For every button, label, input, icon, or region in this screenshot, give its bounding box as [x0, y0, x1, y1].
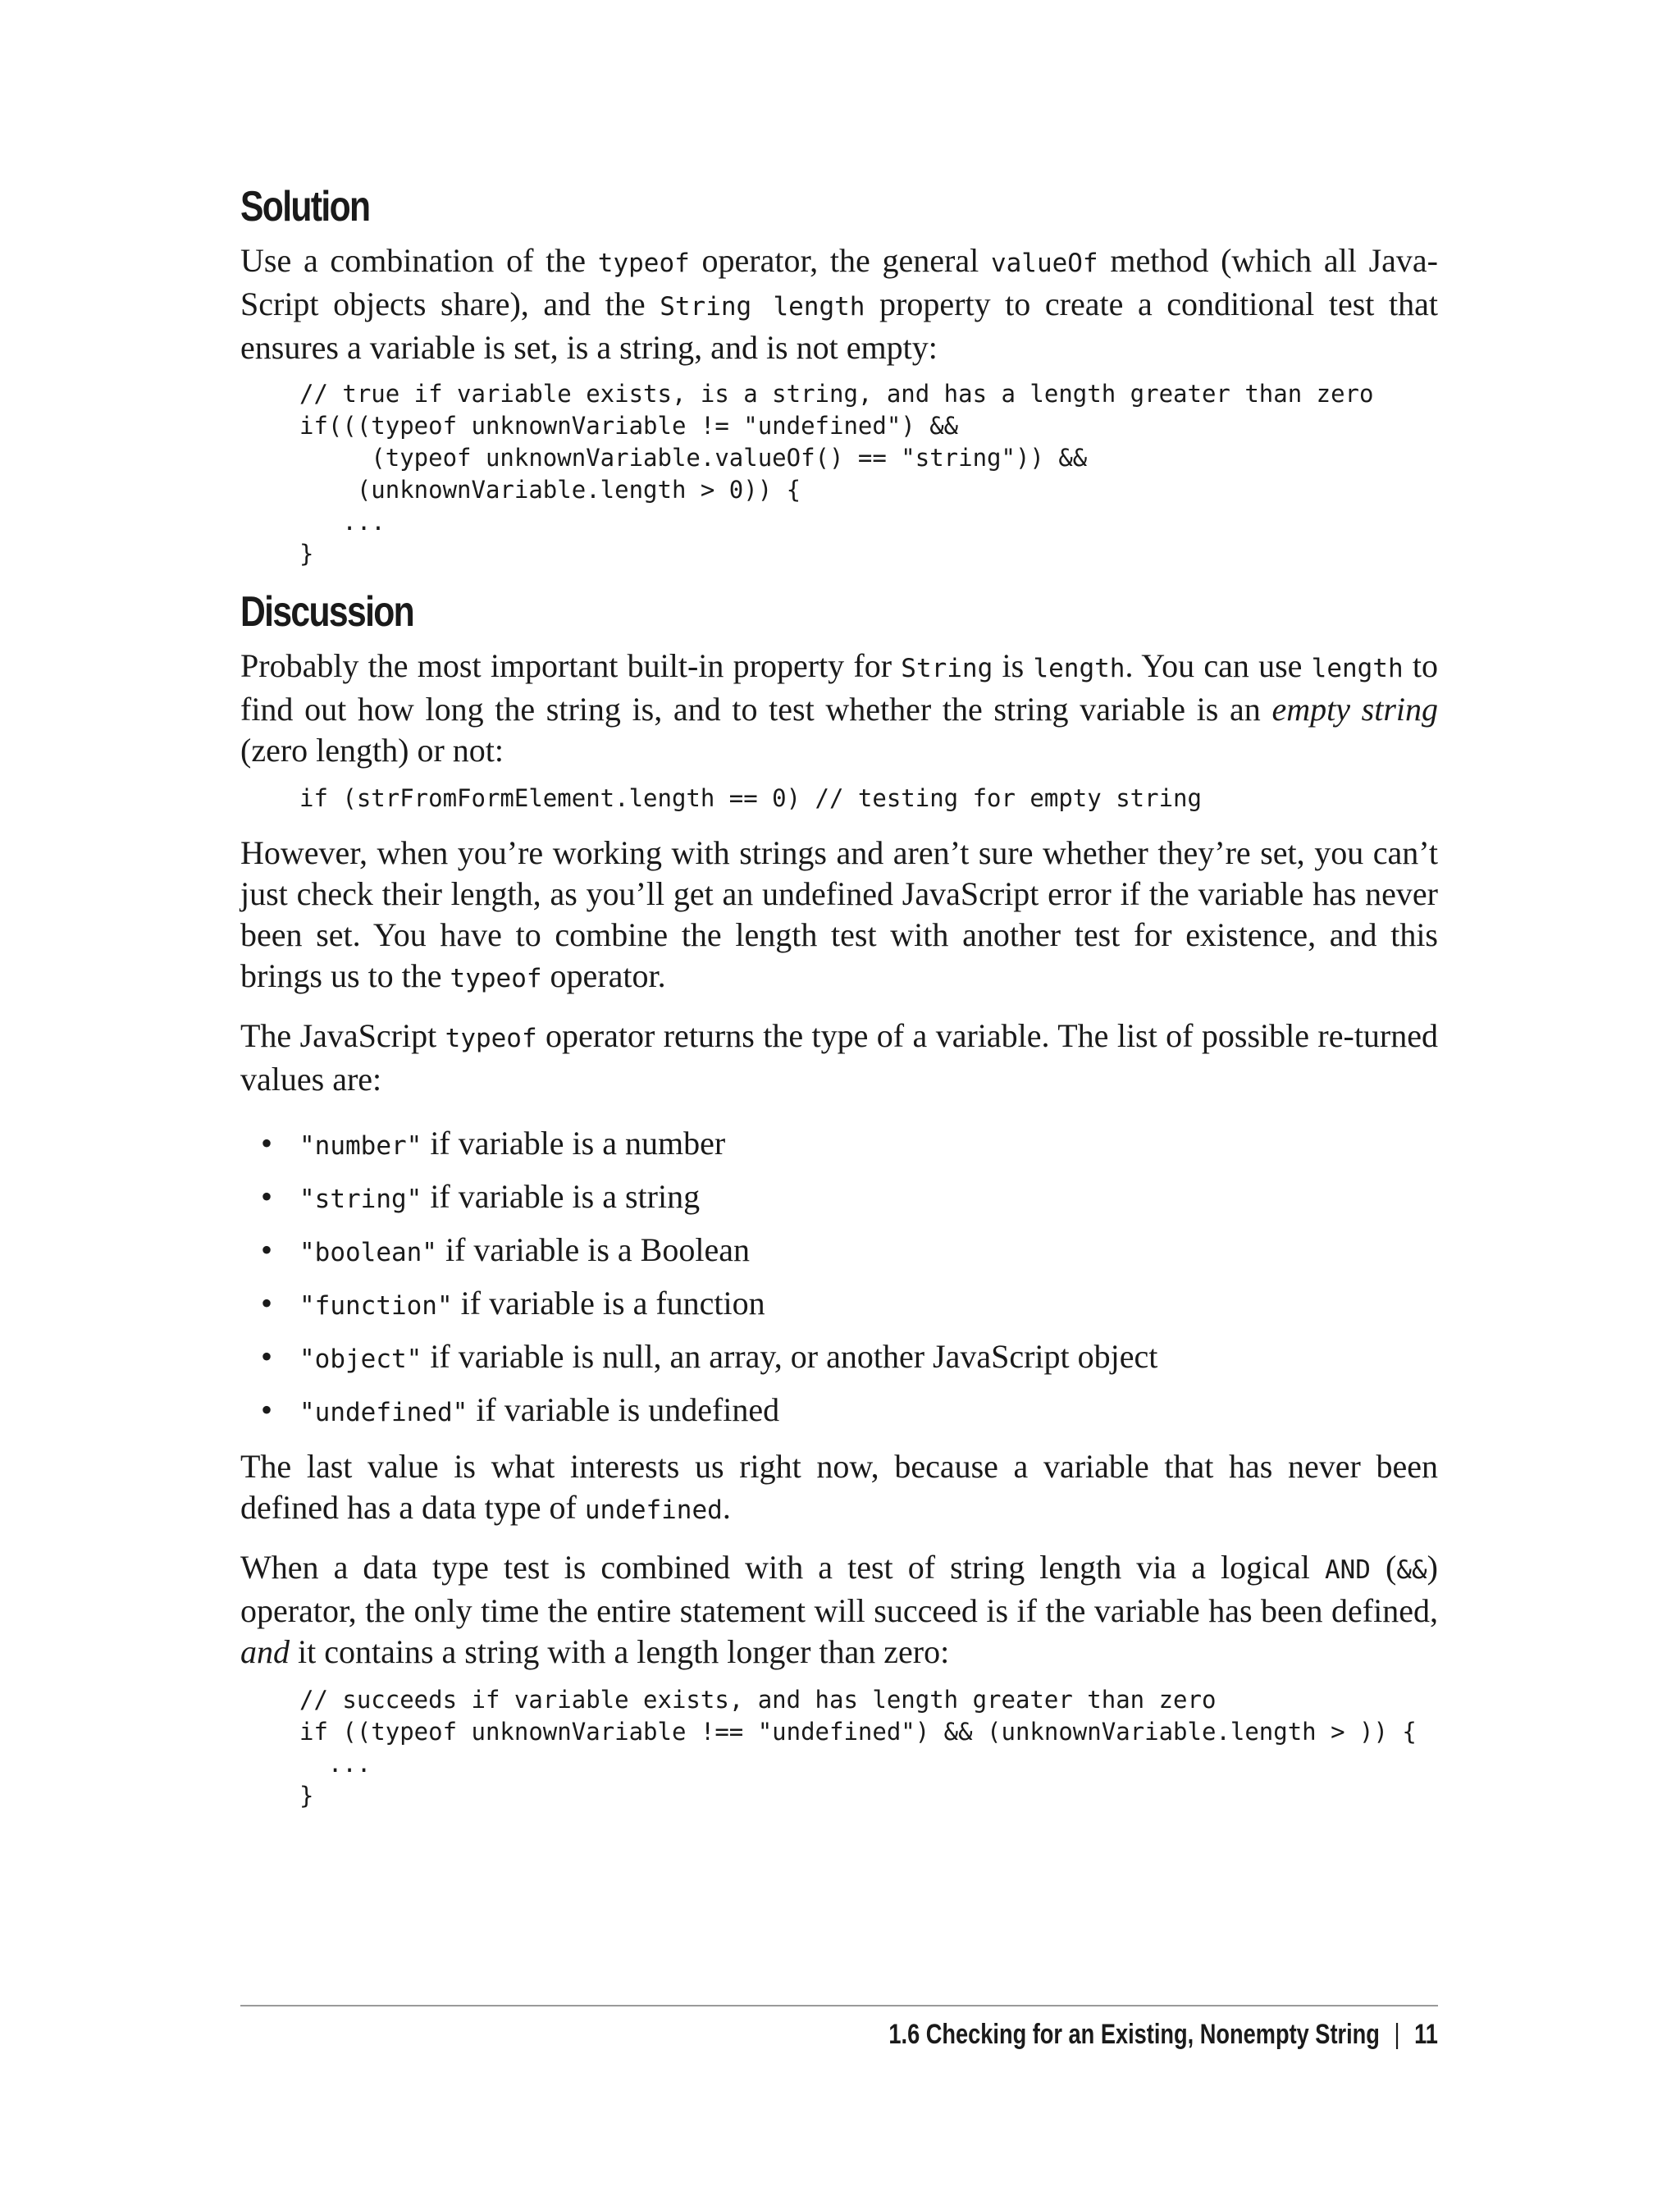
- page-number: 11: [1414, 2019, 1438, 2050]
- footer-separator: |: [1394, 2019, 1400, 2050]
- inline-code: valueOf: [990, 249, 1098, 278]
- code-block-solution: // true if variable exists, is a string, and has a length greater than zero if(((typeof unknownVariable != "undefined") && (typeof unknownVariable.valueOf() == "string")) && (unknownVariable.length > 0)) { ... }: [299, 380, 1374, 568]
- bullet-icon: •: [261, 1125, 273, 1162]
- text-run: if variable is a function: [452, 1285, 765, 1322]
- inline-code: String length: [660, 292, 865, 322]
- list-item: [240, 1278, 1438, 1331]
- bullet-icon: •: [261, 1391, 273, 1428]
- page-content: [240, 176, 1438, 1812]
- text-run: . You can use: [1125, 647, 1312, 684]
- discussion-paragraph-1: [240, 646, 1438, 771]
- text-run: The JavaScript: [240, 1017, 445, 1054]
- list-item: [240, 1385, 1438, 1438]
- page-footer: [888, 2018, 1438, 2051]
- discussion-paragraph-4: [240, 1446, 1438, 1531]
- bullet-icon: •: [261, 1338, 273, 1375]
- text-run: if variable is null, an array, or another JavaScript object: [422, 1338, 1158, 1375]
- inline-code: length: [1033, 654, 1125, 683]
- code-block-empty-test: if (strFromFormElement.length == 0) // testing for empty string: [299, 784, 1202, 812]
- code-block-combined-test: // succeeds if variable exists, and has length greater than zero if ((typeof unknownVariable !== "undefined") && (unknownVariable.length > )) { ... }: [299, 1686, 1417, 1810]
- list-item: [240, 1118, 1438, 1171]
- text-run: operator.: [541, 957, 666, 994]
- inline-code: length: [1311, 654, 1404, 683]
- inline-code: typeof: [445, 1024, 537, 1053]
- inline-code: typeof: [450, 964, 542, 993]
- text-run: ) operator, the only time the entire statement will succeed is if the variable has been defined,: [240, 1549, 1438, 1629]
- text-run: (zero length) or not:: [240, 732, 504, 769]
- text-run: The last value is what interests us right now, because a variable that has never been defined has a data type of: [240, 1448, 1438, 1526]
- inline-code: typeof: [597, 249, 690, 278]
- text-run: However, when you’re working with strings and aren’t sure whether they’re set, you can’t just check their length, as you’ll get an undefined JavaScript error if the variable has never been set. You have to combine the length test with another test for existence, and this brings us to the: [240, 834, 1438, 994]
- inline-code: String: [901, 654, 993, 683]
- text-run: operator returns the type of a variable. The list of possible re-turned values are:: [240, 1017, 1439, 1098]
- inline-code: "number": [299, 1131, 422, 1161]
- solution-paragraph: [240, 240, 1438, 368]
- bullet-icon: •: [261, 1231, 273, 1268]
- text-run: (: [1370, 1549, 1397, 1586]
- text-run: Use a combination of the: [240, 242, 598, 279]
- list-item: [240, 1331, 1438, 1385]
- text-run: to find out how long the string is, and to test whether the string variable is an: [240, 647, 1439, 728]
- inline-code: "object": [299, 1344, 422, 1374]
- inline-code: "boolean": [299, 1238, 437, 1267]
- list-item: [240, 1225, 1438, 1278]
- emphasis-text: empty string: [1271, 691, 1438, 728]
- discussion-paragraph-5: [240, 1547, 1438, 1673]
- text-run: method (which all Java-Script objects share), and the: [240, 242, 1438, 322]
- text-run: if variable is a number: [422, 1125, 726, 1162]
- inline-code: "string": [299, 1185, 422, 1214]
- emphasis-text: and: [240, 1633, 290, 1670]
- bullet-icon: •: [261, 1285, 273, 1322]
- inline-code: undefined: [584, 1495, 723, 1525]
- text-run: it contains a string with a length longer than zero:: [290, 1633, 950, 1670]
- discussion-paragraph-3: [240, 1016, 1438, 1100]
- discussion-heading: Discussion: [240, 588, 414, 636]
- text-run: When a data type test is combined with a test of string length via a logical: [240, 1549, 1325, 1586]
- inline-code: "function": [299, 1291, 453, 1321]
- text-run: if variable is undefined: [468, 1391, 780, 1428]
- text-run: Probably the most important built-in property for: [240, 647, 902, 684]
- inline-code: "undefined": [299, 1398, 468, 1427]
- solution-heading: Solution: [240, 183, 370, 231]
- text-run: operator, the general: [689, 242, 991, 279]
- inline-code: AND: [1324, 1555, 1371, 1585]
- text-run: if variable is a Boolean: [436, 1231, 750, 1268]
- footer-divider: [240, 2005, 1438, 2006]
- text-run: if variable is a string: [422, 1178, 701, 1215]
- bullet-icon: •: [261, 1178, 273, 1215]
- discussion-paragraph-2: [240, 833, 1438, 999]
- text-run: is: [993, 647, 1034, 684]
- running-footer-title: 1.6 Checking for an Existing, Nonempty String: [888, 2019, 1380, 2050]
- typeof-values-list: [240, 1118, 1438, 1438]
- text-run: property to create a conditional test that ensures a variable is set, is a string, and is not empty:: [240, 285, 1438, 366]
- inline-code: &&: [1396, 1555, 1427, 1585]
- list-item: [240, 1171, 1438, 1225]
- text-run: .: [722, 1489, 731, 1526]
